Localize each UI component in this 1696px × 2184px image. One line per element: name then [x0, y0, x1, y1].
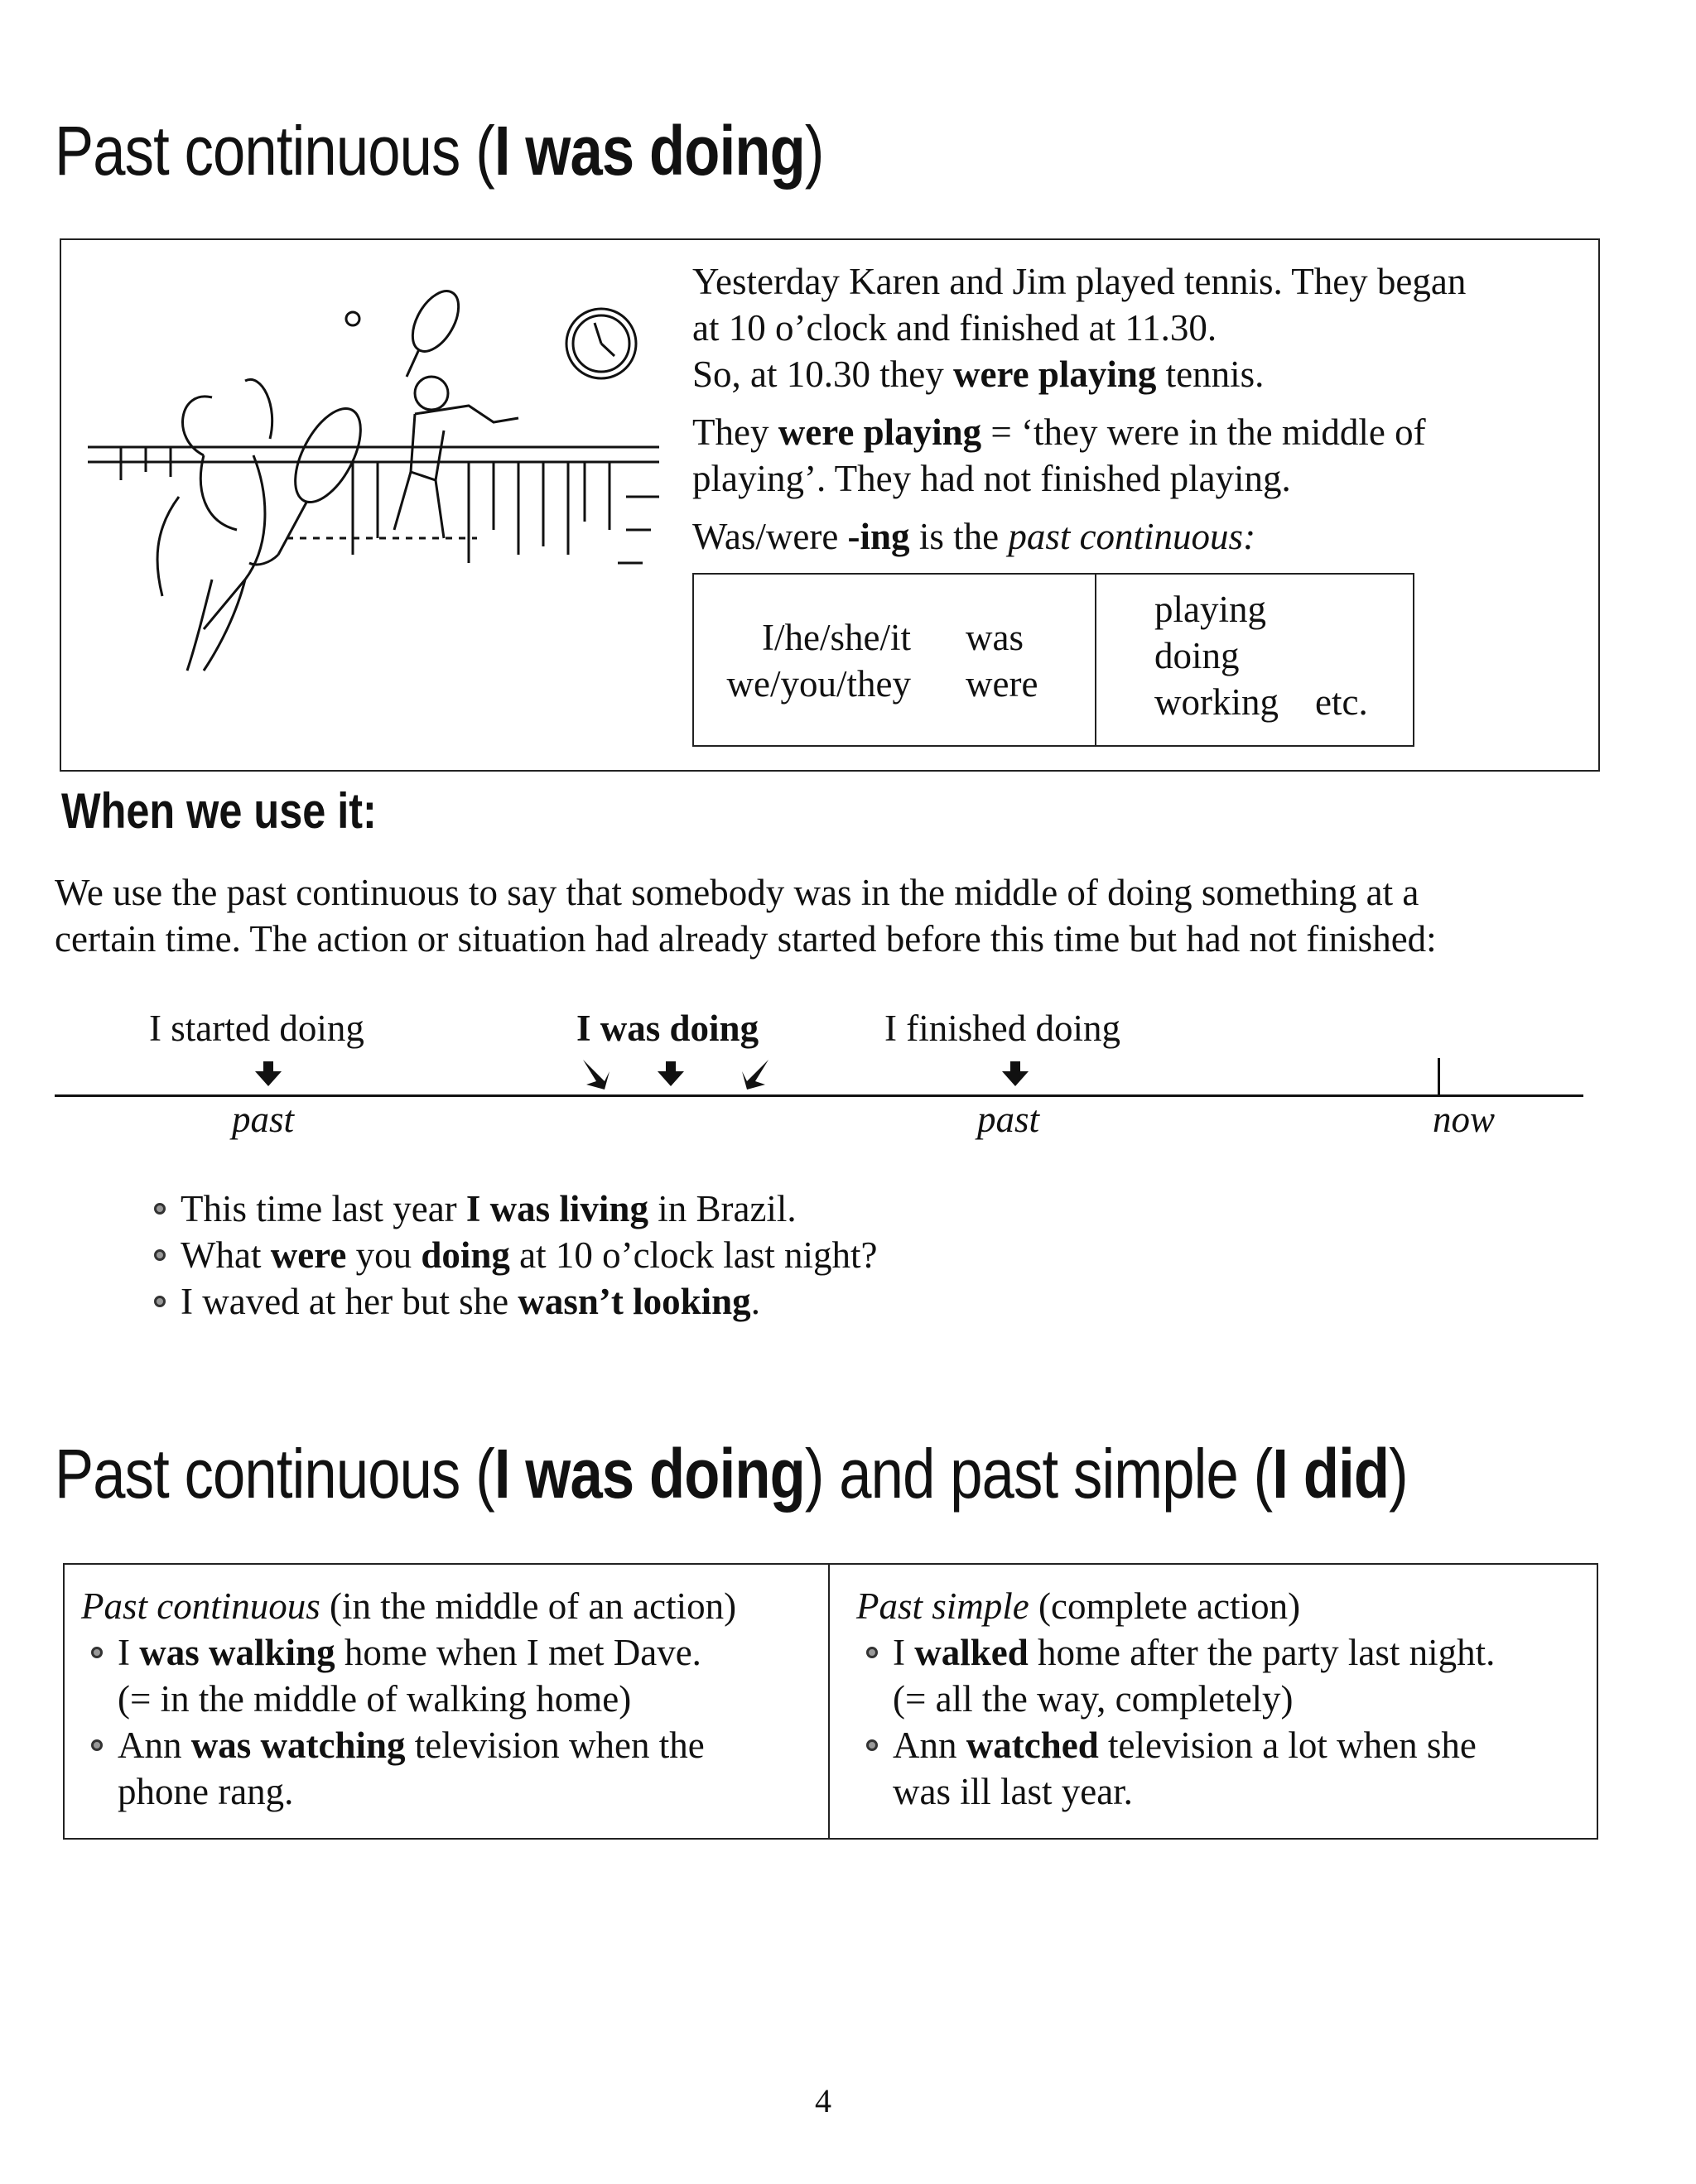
verb-doing: doing	[1154, 635, 1240, 676]
arrow-down-icon	[255, 1071, 282, 1086]
timeline-label-now: now	[1433, 1099, 1496, 1140]
etc-label: etc.	[1315, 681, 1368, 723]
list-item: I waved at her but she wasn’t looking.	[154, 1278, 878, 1325]
intro-text: Yesterday Karen and Jim played tennis. They began at 10 o’clock and finished at 11.30. So, at 10.30 they were playing tennis. They were playing = ‘they were in the middle of playing’. They had not finished playing. Was/were -ing is the past continuous:	[692, 261, 1467, 557]
comparison-divider	[828, 1565, 830, 1838]
past-simple-column: Past simple (complete action) I walked home after the party last night. (= all the way, completely) Ann watched television a lot when she was ill last year.	[856, 1585, 1496, 1812]
timeline-label-past-2: past	[977, 1099, 1040, 1140]
list-item: Ann watched television a lot when she	[856, 1722, 1495, 1768]
now-marker	[1438, 1058, 1440, 1096]
bullet-icon	[91, 1739, 103, 1751]
bullet-icon	[866, 1739, 878, 1751]
table-divider	[1095, 575, 1096, 745]
subject-singular: I/he/she/it	[762, 617, 911, 658]
bullet-icon	[154, 1249, 166, 1261]
timeline-label-was-doing: I was doing	[576, 1008, 759, 1049]
list-item: This time last year I was living in Brazil.	[154, 1186, 878, 1232]
timeline-label-past-1: past	[232, 1099, 295, 1140]
when-text: We use the past continuous to say that somebody was in the middle of doing something at a certain time. The action or situation had already started before this time but had not finished:	[55, 872, 1437, 960]
list-item: I walked home after the party last night.	[856, 1629, 1495, 1676]
timeline-label-started: I started doing	[149, 1008, 364, 1049]
aux-was: was	[966, 617, 1024, 658]
list-item: Ann was watching television when the	[81, 1722, 736, 1768]
bullet-icon	[91, 1647, 103, 1658]
bullet-icon	[154, 1296, 166, 1307]
verb-working: working	[1154, 681, 1279, 723]
timeline-label-finished: I finished doing	[884, 1008, 1120, 1049]
arrow-diagonal-right-icon	[739, 1056, 772, 1093]
tennis-illustration	[80, 281, 676, 695]
section-heading-when: When we use it:	[61, 783, 377, 839]
arrow-down-icon	[658, 1071, 684, 1086]
comparison-table	[63, 1563, 1598, 1840]
aux-were: were	[966, 663, 1038, 705]
past-continuous-column: Past continuous (in the middle of an action) I was walking home when I met Dave. (= in the middle of walking home) Ann was watching television when the phone rang.	[81, 1585, 737, 1812]
bullet-icon	[154, 1203, 166, 1215]
arrow-down-icon	[1002, 1071, 1029, 1086]
list-item: I was walking home when I met Dave.	[81, 1629, 736, 1676]
conjugation-table	[692, 573, 1414, 747]
page-number: 4	[815, 2082, 831, 2119]
section-title-comparison: Past continuous (I was doing) and past simple (I did)	[55, 1435, 1408, 1513]
page-title: Past continuous (I was doing)	[55, 112, 824, 190]
subject-plural: we/you/they	[726, 663, 911, 705]
bullet-icon	[866, 1647, 878, 1658]
verb-playing: playing	[1154, 589, 1266, 630]
examples-list	[154, 1186, 878, 1325]
arrow-diagonal-left-icon	[580, 1056, 613, 1093]
list-item: What were you doing at 10 o’clock last night?	[154, 1232, 878, 1278]
